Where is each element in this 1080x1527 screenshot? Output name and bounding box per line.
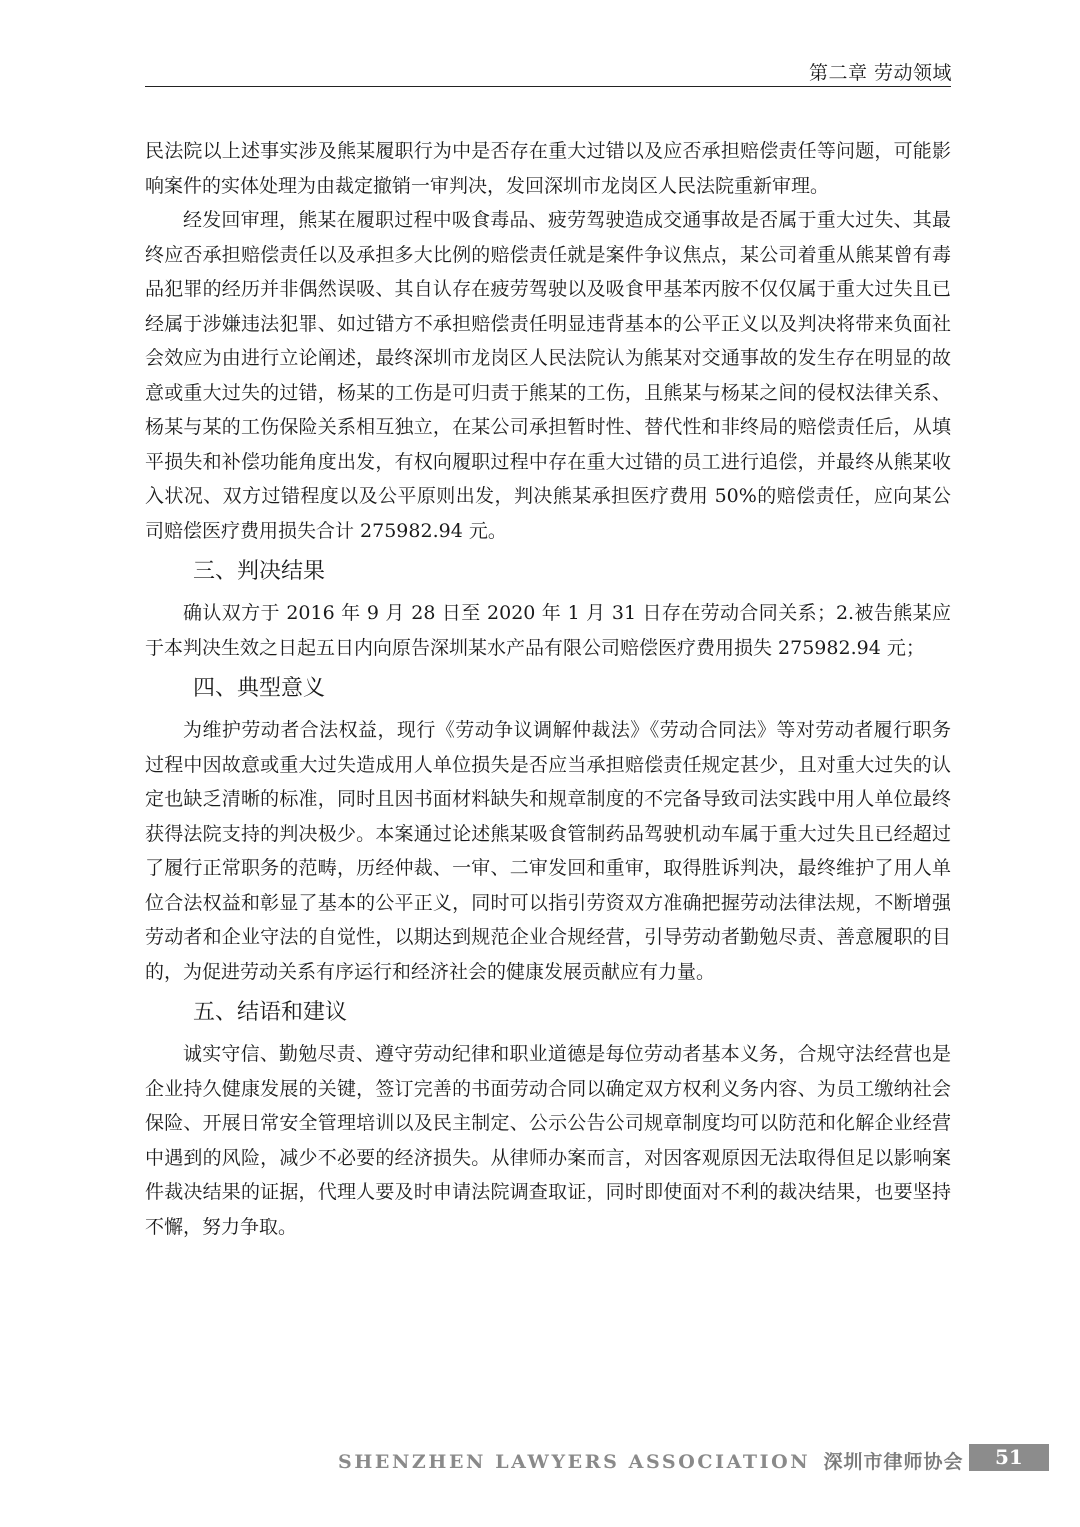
paragraph-conclusion: 诚实守信、勤勉尽责、遵守劳动纪律和职业道德是每位劳动者基本义务，合规守法经营也是企业持久健康发展的关键，签订完善的书面劳动合同以确定双方权利义务内容、为员工缴纳社会保险、开展日常安全管理培训以及民主制定、公示公告公司规章制度均可以防范和化解企业经营中遇到的风险，减少不必要的经济损失。从律师办案而言，对因客观原因无法取得但足以影响案件裁决结果的证据，代理人要及时申请法院调查取证，同时即使面对不利的裁决结果，也要坚持不懈，努力争取。 <box>145 1043 951 1238</box>
page-number-badge <box>969 1444 1049 1471</box>
paragraph-judgment: 确认双方于 2016 年 9 月 28 日至 2020 年 1 月 31 日存在劳动合同关系；2.被告熊某应于本判决生效之日起五日内向原告深圳某水产品有限公司赔偿医疗费用损失 275982.94 元； <box>145 602 951 659</box>
section-heading-judgment: 三、判决结果 <box>193 559 326 584</box>
paragraph-significance: 为维护劳动者合法权益，现行《劳动争议调解仲裁法》《劳动合同法》等对劳动者履行职务过程中因故意或重大过失造成用人单位损失是否应当承担赔偿责任规定甚少，且对重大过失的认定也缺乏清晰的标准，同时且因书面材料缺失和规章制度的不完备导致司法实践中用人单位最终获得法院支持的判决极少。本案通过论述熊某吸食管制药品驾驶机动车属于重大过失且已经超过了履行正常职务的范畴，历经仲裁、一审、二审发回和重审，取得胜诉判决，最终维护了用人单位合法权益和彰显了基本的公平正义，同时可以指引劳资双方准确把握劳动法律法规，不断增强劳动者和企业守法的自觉性，以期达到规范企业合规经营，引导劳动者勤勉尽责、善意履职的目的，为促进劳动关系有序运行和经济社会的健康发展贡献应有力量。 <box>145 719 951 983</box>
paragraph-retrial-analysis: 经发回审理，熊某在履职过程中吸食毒品、疲劳驾驶造成交通事故是否属于重大过失、其最终应否承担赔偿责任以及承担多大比例的赔偿责任就是案件争议焦点，某公司着重从熊某曾有毒品犯罪的经历并非偶然误吸、其自认存在疲劳驾驶以及吸食甲基苯丙胺不仅仅属于重大过失且已经属于涉嫌违法犯罪、如过错方不承担赔偿责任明显违背基本的公平正义以及判决将带来负面社会效应为由进行立论阐述，最终深圳市龙岗区人民法院认为熊某对交通事故的发生存在明显的故意或重大过失的过错，杨某的工伤是可归责于熊某的工伤，且熊某与杨某之间的侵权法律关系、杨某与某的工伤保险关系相互独立，在某公司承担暂时性、替代性和非终局的赔偿责任后，从填平损失和补偿功能角度出发，有权向履职过程中存在重大过错的员工进行追偿，并最终从熊某收入状况、双方过错程度以及公平原则出发，判决熊某承担医疗费用 50%的赔偿责任，应向某公司赔偿医疗费用损失合计 275982.94 元。 <box>145 209 951 542</box>
footer-association-cn: 深圳市律师协会 <box>823 1451 964 1473</box>
footer-association <box>338 1447 963 1474</box>
section-heading-significance: 四、典型意义 <box>193 676 326 701</box>
page-body <box>145 134 951 1244</box>
page-number: 51 <box>995 1445 1023 1469</box>
paragraph-retrial-ruling: 民法院以上述事实涉及熊某履职行为中是否存在重大过错以及应否承担赔偿责任等问题，可能影响案件的实体处理为由裁定撤销一审判决，发回深圳市龙岗区人民法院重新审理。 <box>145 140 951 197</box>
section-heading-conclusion: 五、结语和建议 <box>193 1000 348 1025</box>
chapter-title: 第二章 劳动领域 <box>808 62 952 84</box>
header-divider <box>145 86 951 87</box>
footer-association-en: SHENZHEN LAWYERS ASSOCIATION <box>338 1451 811 1473</box>
